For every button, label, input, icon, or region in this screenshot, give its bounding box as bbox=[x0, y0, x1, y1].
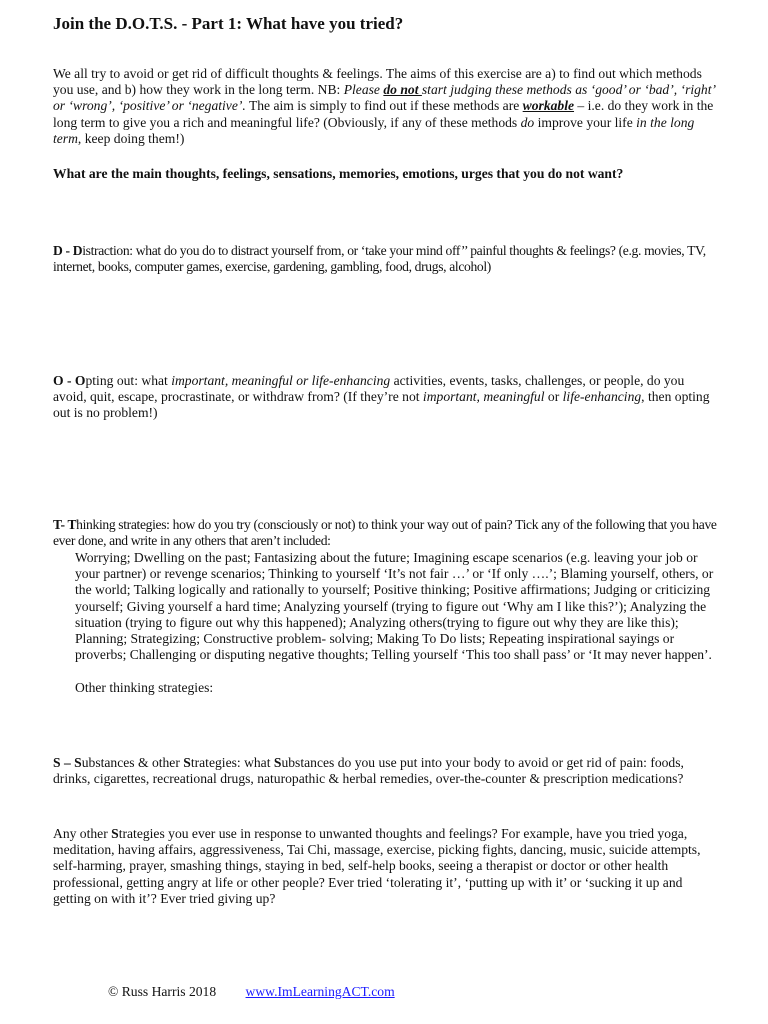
substances-letter: S – S bbox=[53, 755, 82, 770]
opting-italic-1: important, meaningful or life-enhancing bbox=[171, 373, 391, 388]
section-opting-out bbox=[53, 373, 717, 422]
section-substances bbox=[53, 755, 717, 787]
thinking-letter: T- T bbox=[53, 517, 77, 532]
intro-text: We all try to avoid or get rid of difficult thoughts & feelings. The aims of this exercise are a) to find out which methods you use, and b) how they work in the long term. NB: bbox=[53, 66, 702, 98]
intro-in-the-long-term: in the long term bbox=[53, 114, 695, 146]
other-strategies-text-b: trategies you ever use in response to unwanted thoughts and feelings? For example, have you tried yoga, meditation, having affairs, aggressiveness, Tai Chi, massage, exercise, picking fights, dancing, music, suicide attempts, self-harming, prayer, smashing things, staying in bed, self-help books, seeing a therapist or doctor or other health professional, getting angry at life or other people? Ever tried ‘tolerating it’, ‘putting up with it’ or ‘sucking it up and getting on with it’? Ever tried giving up? bbox=[53, 826, 701, 906]
thinking-intro: hinking strategies: how do you try (consciously or not) to think your way out of pain? Tick any of the following that you have ever done, and write in any others that aren’t included: bbox=[53, 517, 717, 549]
intro-improve-text: improve your life bbox=[534, 114, 637, 130]
intro-paragraph bbox=[53, 66, 717, 147]
other-thinking-strategies: Other thinking strategies: bbox=[75, 680, 214, 695]
copyright: © Russ Harris 2018 bbox=[108, 984, 217, 999]
substances-text-c: ubstances do you use put into your body to avoid or get rid of pain: foods, drinks, cigarettes, recreational drugs, naturopathic & herbal remedies, over-the-counter & prescription medications? bbox=[53, 755, 684, 787]
website-link[interactable]: www.ImLearningACT.com bbox=[245, 984, 395, 999]
other-strategies-text-a: Any other bbox=[53, 826, 112, 841]
intro-do: do bbox=[520, 114, 535, 130]
opting-text-b: activities, events, tasks, challenges, or people, do you avoid, quit, escape, procrastinate, or withdraw from? (If they’re not bbox=[53, 373, 685, 405]
distraction-letter: D - D bbox=[53, 243, 83, 258]
intro-do-not: do not bbox=[383, 82, 422, 98]
intro-aim-text: The aim is simply to find out if these methods are bbox=[245, 98, 523, 114]
opting-text-c: or bbox=[544, 389, 563, 405]
section-distraction bbox=[53, 243, 717, 275]
substances-text-a: ubstances & other bbox=[81, 755, 184, 770]
opting-letter: O - O bbox=[53, 373, 86, 388]
intro-keep-doing: , keep doing them!) bbox=[77, 130, 185, 146]
page-title: Join the D.O.T.S. - Part 1: What have you tried? bbox=[53, 14, 404, 33]
other-strategies-s: S bbox=[111, 826, 119, 841]
substances-s3: S bbox=[273, 755, 282, 770]
thinking-strategies-list: Worrying; Dwelling on the past; Fantasizing about the future; Imagining escape scenarios (e.g. leaving your job or your partner) or revenge scenarios; Thinking to yourself ‘It’s not fair …’ or ‘If only ….’; Blaming yourself, others, or the world; Talking logically and rationally to yourself; Positive thinking; Positive affirmations; Judging or criticizing yourself; Giving yourself a hard time; Analyzing yourself (trying to figure out ‘Why am I like this?’); Analyzing the situation (trying to figure out why this happened); Analyzing others(trying to figure out why they are like this); Planning; Strategizing; Constructive problem- solving; Making To Do lists; Repeating inspirational sayings or proverbs; Challenging or disputing negative thoughts; Telling yourself ‘This too shall pass’ or ‘It may never happen’. bbox=[75, 550, 714, 663]
main-question: What are the main thoughts, feelings, sensations, memories, emotions, urges that you do not want? bbox=[53, 166, 624, 181]
intro-workable: workable bbox=[522, 98, 575, 114]
footer bbox=[108, 984, 395, 1000]
intro-please: Please bbox=[343, 82, 384, 98]
opting-text-d: , then opting out is no problem!) bbox=[53, 389, 710, 421]
distraction-text: istraction: what do you do to distract yourself from, or ‘take your mind off’’ painful thoughts & feelings? (e.g. movies, TV, internet, books, computer games, exercise, gardening, gambling, food, drugs, alcohol) bbox=[53, 243, 706, 275]
opting-italic-3: life-enhancing bbox=[562, 389, 642, 405]
section-other-strategies bbox=[53, 826, 717, 907]
opting-text-a: pting out: what bbox=[85, 373, 172, 388]
opting-italic-2: important, meaningful bbox=[422, 389, 545, 405]
intro-long-term-text: – i.e. do they work in the long term to give you a rich and meaningful life? (Obviously, if any of these methods bbox=[53, 98, 714, 130]
intro-judging-text: start judging these methods as ‘good’ or ‘bad’, ‘right’ or ‘wrong’, ‘positive’ or ‘negative’. bbox=[53, 82, 715, 114]
section-thinking bbox=[53, 517, 717, 549]
substances-text-b: trategies: what bbox=[190, 755, 274, 770]
substances-s2: S bbox=[183, 755, 191, 770]
